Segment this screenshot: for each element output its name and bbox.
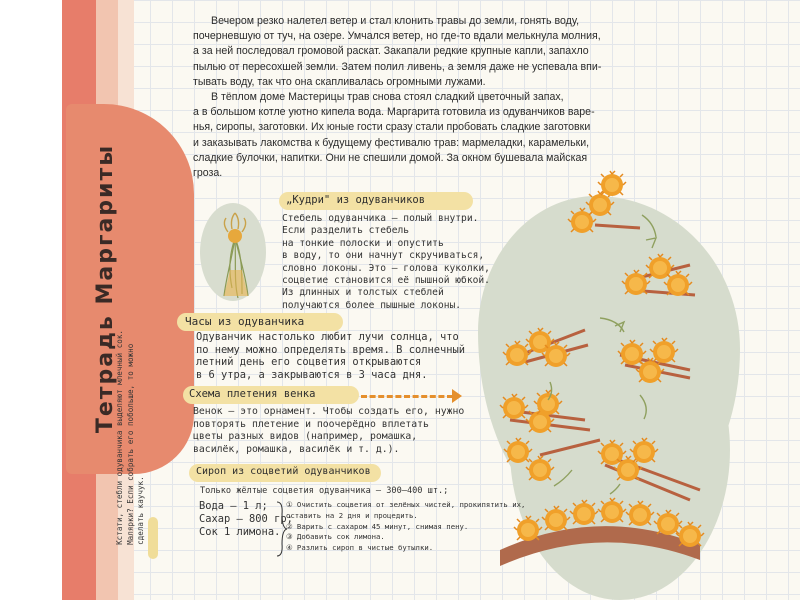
wreath-step-3	[503, 328, 588, 367]
intro-line: и заказывать лакомства к будущему фестивалю трав: мармеладки, карамельки,	[193, 136, 590, 149]
clock-line: по нему можно определять время. В солнечный	[196, 343, 465, 356]
scheme-line: цветы разных видов (например, ромашка,	[193, 431, 418, 443]
wreath-step-4	[618, 338, 690, 383]
intro-line: почерневшую от туч, на озере. Умчался ветер, но где-то вдали мелькнула молния,	[193, 30, 601, 43]
wreath-final	[500, 498, 704, 566]
wreath-step-1	[568, 171, 640, 233]
scheme-title: Схема плетения венка	[189, 388, 316, 400]
intro-line: В тёплом доме Мастерицы трав снова стоял сладкий цветочный запах,	[211, 91, 564, 104]
wreath-step-2	[622, 254, 695, 296]
kudri-line: на тонкие полоски и опустить	[282, 237, 444, 249]
kudri-line: соцветие становится её пышной юбкой.	[282, 275, 490, 287]
kudri-line: в воду, то они начнут скручиваться,	[282, 250, 485, 262]
scheme-line: повторять плетение и поочерёдно вплетать	[193, 418, 429, 430]
step-line: ① Очистить соцветия от зелёных чистей, прокипятить их,	[286, 500, 526, 509]
kudri-line: словно локоны. Это – голова куколки,	[282, 262, 490, 274]
step-line: ③ Добавить сок лимона.	[286, 532, 385, 542]
intro-line: тывать воду, так что она скапливалась огромными лужами.	[193, 75, 486, 88]
ingredient-line: Вода – 1 л;	[199, 500, 268, 512]
syrup-title: Сироп из соцветий одуванчиков	[196, 466, 371, 477]
step-line: ② Варить с сахаром 45 минут, снимая пену.	[286, 521, 469, 531]
step-line: ④ Разлить сироп в чистые бутылки.	[286, 543, 434, 553]
wreath-step-5	[500, 390, 590, 433]
intro-line: пылью от пересохшей земли. Затем полил ливень, а земля даже не успевала впи-	[193, 60, 602, 73]
intro-line: нья, сиропы, заготовки. Их юные гости сразу стали пробовать сладкие заготовки	[193, 121, 591, 134]
intro-line: а за ней последовал громовой раскат. Закапали редкие крупные капли, запахло	[193, 45, 589, 58]
intro-line: сладкие булочки, напитки. Они не спешили домой. За окном бушевала майская	[193, 151, 588, 164]
side-note-text: Кстати, стебли одуванчика выделяют млечный сок. Малярки? Если собрать его побольше, то можно сделать каучук.	[115, 330, 146, 545]
clock-line: летний день его соцветия открываются	[196, 356, 422, 369]
kudri-line: Если разделить стебель	[282, 225, 410, 237]
ingredient-line: Сок 1 лимона.	[199, 526, 281, 538]
kudri-line: Из длинных и толстых стеблей	[282, 287, 444, 299]
clock-line: Одуванчик настолько любит лучи солнца, что	[196, 331, 459, 343]
spine-title-text: Тетрадь Маргариты	[93, 143, 119, 433]
kudri-line: получаются более пышные локоны.	[282, 299, 462, 311]
kudri-line: Стебель одуванчика – полый внутри.	[282, 213, 479, 224]
scheme-line: василёк, ромашка, василёк и т. д.).	[193, 443, 400, 455]
intro-line: а в большом котле уютно кипела вода. Маргарита готовила из одуванчиков варе-	[193, 106, 595, 119]
ingredient-line: Сахар – 800 гр;	[199, 513, 293, 525]
step-line: оставить на 2 дня и процедить.	[286, 510, 418, 520]
scheme-line: Венок – это орнамент. Чтобы создать его, нужно	[193, 406, 465, 417]
kudri-title: „Кудри" из одуванчиков	[286, 194, 426, 206]
syrup-subtitle: Только жёлтые соцветия одуванчика – 300–400 шт.;	[200, 486, 449, 496]
clock-line: в 6 утра, а закрываются в 3 часа дня.	[196, 368, 428, 381]
wreath-step-6	[504, 438, 700, 500]
intro-line: Вечером резко налетел ветер и стал клонить травы до земли, гонять воду,	[211, 15, 580, 27]
intro-line: гроза.	[193, 167, 223, 180]
clock-title: Часы из одуванчика	[185, 315, 305, 328]
